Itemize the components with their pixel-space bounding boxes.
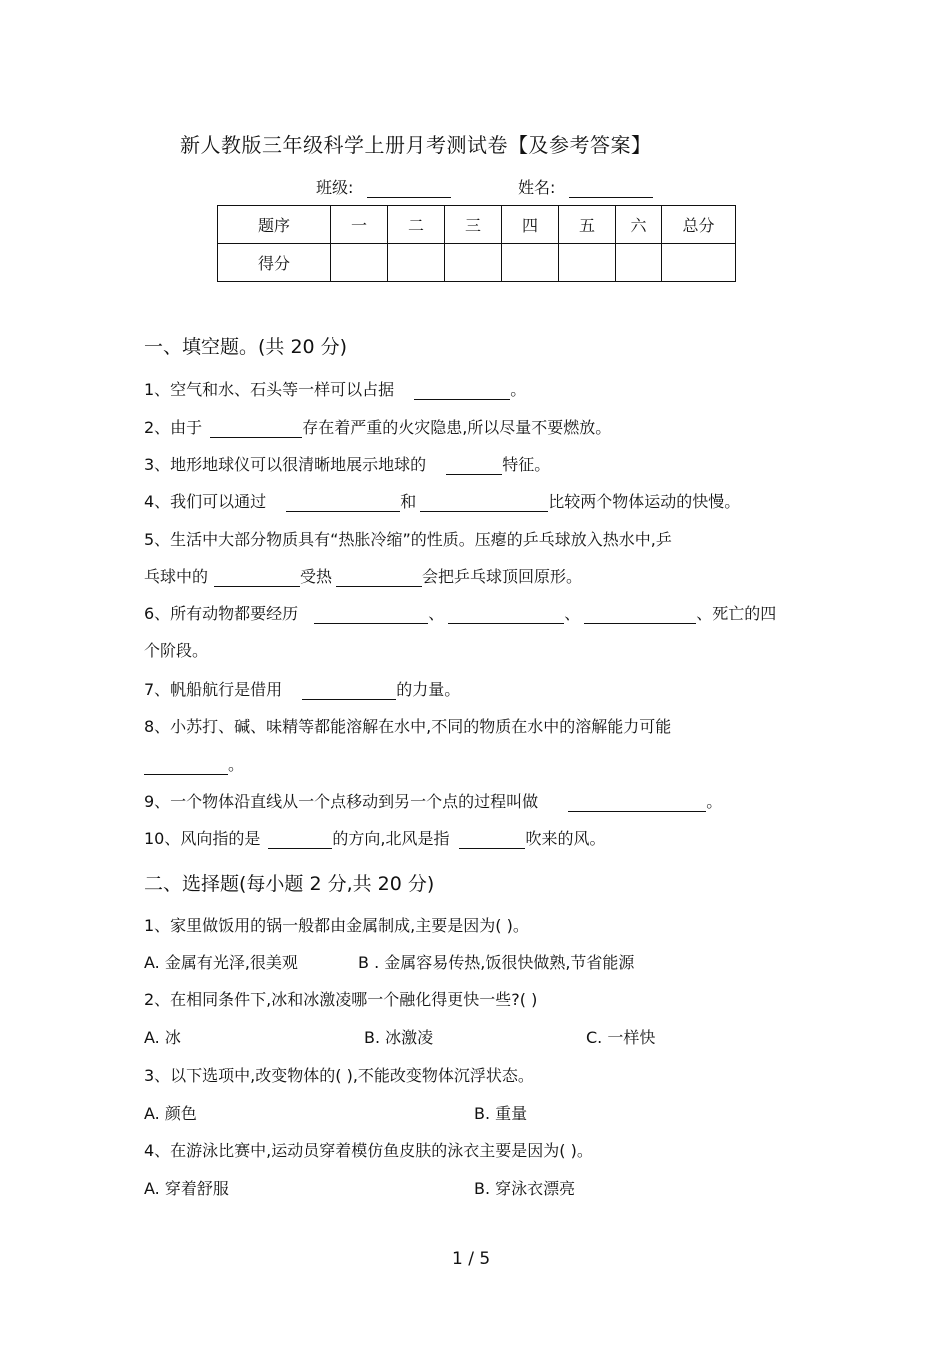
choice-question-4: 4、在游泳比赛中,运动员穿着模仿鱼皮肤的泳衣主要是因为( )。	[144, 1141, 593, 1160]
choice-option-c[interactable]: C. 一样快	[586, 1028, 656, 1047]
table-cell: 题序	[218, 206, 331, 244]
page-number: 1 / 5	[452, 1249, 491, 1269]
choice-option-a[interactable]: A. 颜色	[144, 1104, 197, 1123]
fill-question-10: 10、风向指的是 的方向,北风是指 吹来的风。	[144, 829, 606, 848]
score-cell[interactable]	[559, 244, 616, 282]
class-blank	[367, 179, 451, 198]
answer-blank[interactable]	[268, 830, 332, 849]
section2-heading: 二、选择题(每小题 2 分,共 20 分)	[144, 873, 435, 895]
class-field	[316, 175, 451, 198]
choice-option-b[interactable]: B. 穿泳衣漂亮	[474, 1179, 576, 1198]
fill-question-4: 4、我们可以通过 和 比较两个物体运动的快慢。	[144, 492, 741, 511]
choice-option-b[interactable]: B. 冰激凌	[364, 1028, 434, 1047]
choice-option-a[interactable]: A. 冰	[144, 1028, 181, 1047]
name-label: 姓名:	[518, 178, 556, 197]
table-cell: 二	[388, 206, 445, 244]
choice-option-a[interactable]: A. 穿着舒服	[144, 1179, 229, 1198]
score-cell[interactable]	[445, 244, 502, 282]
fill-question-8-line1: 8、小苏打、碱、味精等都能溶解在水中,不同的物质在水中的溶解能力可能	[144, 717, 672, 736]
name-field	[518, 175, 653, 198]
score-cell[interactable]	[331, 244, 388, 282]
choice-option-b[interactable]: B. 重量	[474, 1104, 528, 1123]
page-title: 新人教版三年级科学上册月考测试卷【及参考答案】	[180, 133, 652, 157]
table-cell: 六	[616, 206, 662, 244]
choice-question-3: 3、以下选项中,改变物体的( ),不能改变物体沉浮状态。	[144, 1066, 534, 1085]
answer-blank[interactable]	[568, 793, 706, 812]
answer-blank[interactable]	[336, 568, 422, 587]
answer-blank[interactable]	[144, 756, 228, 775]
answer-blank[interactable]	[314, 605, 428, 624]
answer-blank[interactable]	[448, 605, 564, 624]
table-cell: 四	[502, 206, 559, 244]
table-cell: 三	[445, 206, 502, 244]
table-cell: 五	[559, 206, 616, 244]
answer-blank[interactable]	[414, 381, 510, 400]
answer-blank[interactable]	[446, 456, 502, 475]
fill-question-5-line2: 乓球中的 受热 会把乒乓球顶回原形。	[144, 567, 583, 586]
answer-blank[interactable]	[210, 419, 302, 438]
score-table	[217, 205, 736, 282]
answer-blank[interactable]	[584, 605, 696, 624]
answer-blank[interactable]	[286, 493, 400, 512]
choice-option-b[interactable]: B . 金属容易传热,饭很快做熟,节省能源	[358, 953, 635, 972]
choice-option-a[interactable]: A. 金属有光泽,很美观	[144, 953, 298, 972]
answer-blank[interactable]	[420, 493, 548, 512]
section1-heading: 一、填空题。(共 20 分)	[144, 336, 348, 358]
fill-question-7: 7、帆船航行是借用 的力量。	[144, 680, 461, 699]
fill-question-3: 3、地形地球仪可以很清晰地展示地球的 特征。	[144, 455, 551, 474]
fill-question-9: 9、一个物体沿直线从一个点移动到另一个点的过程叫做 。	[144, 792, 723, 811]
score-cell[interactable]	[616, 244, 662, 282]
answer-blank[interactable]	[214, 568, 300, 587]
choice-question-1: 1、家里做饭用的锅一般都由金属制成,主要是因为( )。	[144, 916, 529, 935]
score-cell[interactable]	[388, 244, 445, 282]
fill-question-6: 6、所有动物都要经历 、 、 、死亡的四	[144, 604, 777, 623]
name-blank	[569, 179, 653, 198]
score-table-header-row	[218, 206, 736, 244]
answer-blank[interactable]	[302, 681, 396, 700]
score-table-score-row	[218, 244, 736, 282]
choice-question-2: 2、在相同条件下,冰和冰激凌哪一个融化得更快一些?( )	[144, 990, 538, 1009]
answer-blank[interactable]	[459, 830, 525, 849]
score-cell[interactable]	[662, 244, 736, 282]
fill-question-2: 2、由于 存在着严重的火灾隐患,所以尽量不要燃放。	[144, 418, 612, 437]
table-cell: 得分	[218, 244, 331, 282]
class-label: 班级:	[316, 178, 354, 197]
score-cell[interactable]	[502, 244, 559, 282]
fill-question-5-line1: 5、生活中大部分物质具有“热胀冷缩”的性质。压瘪的乒乓球放入热水中,乒	[144, 530, 672, 549]
fill-question-1: 1、空气和水、石头等一样可以占据 。	[144, 380, 527, 399]
table-cell: 总分	[662, 206, 736, 244]
fill-question-6-line2: 个阶段。	[144, 641, 209, 660]
table-cell: 一	[331, 206, 388, 244]
fill-question-8-line2: 。	[144, 752, 244, 775]
